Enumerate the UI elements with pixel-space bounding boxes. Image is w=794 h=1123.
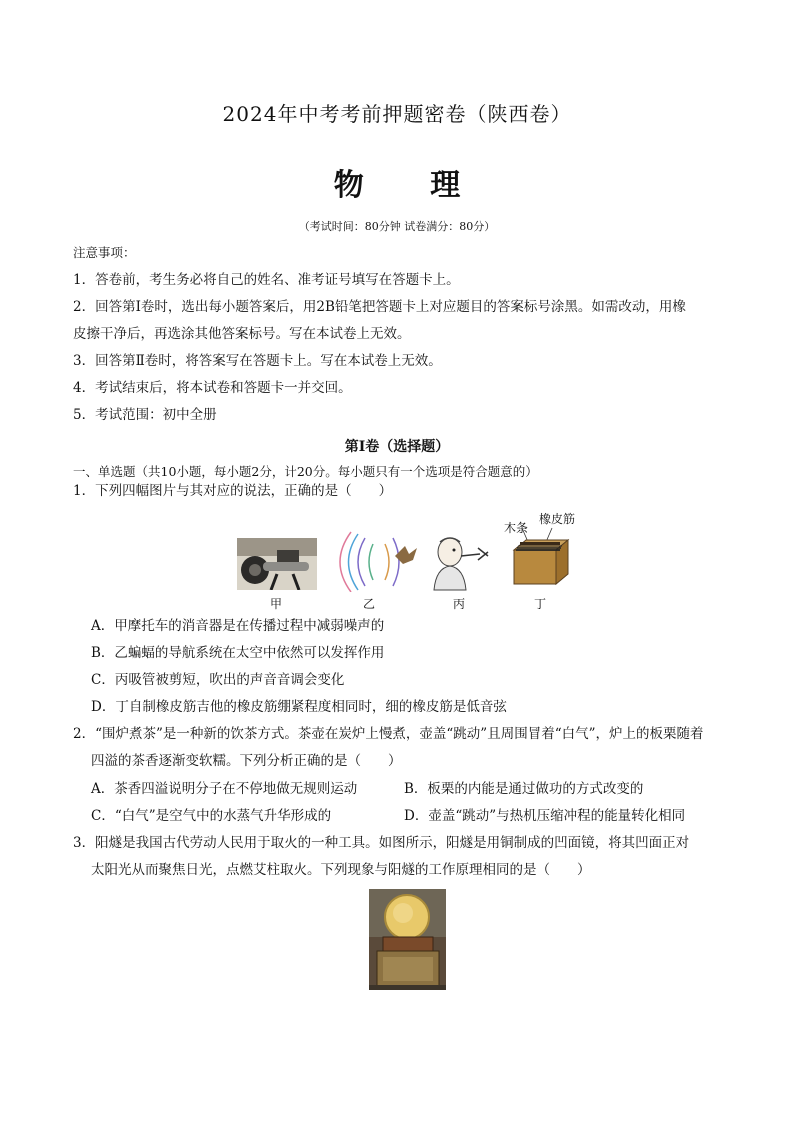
notes-heading: 注意事项： [73, 245, 136, 260]
exam-info: （考试时间：80分钟 试卷满分：80分） [298, 220, 496, 233]
question-2-option-b: B．板栗的内能是通过做功的方式改变的 [404, 781, 644, 797]
person-blowing-straw-image [428, 532, 490, 592]
rubber-band-guitar-image [508, 526, 574, 588]
question-1-stem: 1．下列四幅图片与其对应的说法，正确的是（ ） [73, 483, 393, 499]
section-title: 第Ⅰ卷（选择题） [344, 439, 450, 455]
question-2-option-c: C．“白气”是空气中的水蒸气升华形成的 [91, 808, 332, 824]
figure-label-a: 甲 [270, 597, 283, 611]
note-item: 1．答卷前，考生务必将自己的姓名、准考证号填写在答题卡上。 [73, 272, 460, 288]
section-instruction: 一、单选题（共10小题，每小题2分，计20分。每小题只有一个选项是符合题意的） [73, 464, 538, 479]
question-3-stem-continued: 太阳光从而聚焦日光，点燃艾柱取火。下列现象与阳燧的工作原理相同的是（ ） [91, 862, 591, 878]
note-item: 2．回答第Ⅰ卷时，选出每小题答案后，用2B铅笔把答题卡上对应题目的答案标号涂黑。如需改动，用橡 [73, 299, 686, 315]
question-3-stem: 3．阳燧是我国古代劳动人民用于取火的一种工具。如图所示，阳燧是用铜制成的凹面镜，将其凹面正对 [73, 835, 690, 851]
figure-label-b: 乙 [363, 597, 376, 611]
note-item: 3．回答第Ⅱ卷时，将答案写在答题卡上。写在本试卷上无效。 [73, 353, 442, 369]
question-1-option-c: C．丙吸管被剪短，吹出的声音音调会变化 [91, 672, 345, 688]
note-item: 4．考试结束后，将本试卷和答题卡一并交回。 [73, 380, 352, 396]
wood-strip-label: 木条 [504, 521, 529, 535]
question-2-option-a: A．茶香四溢说明分子在不停地做无规则运动 [91, 781, 358, 797]
question-2-option-d: D．壶盖“跳动”与热机压缩冲程的能量转化相同 [404, 808, 686, 824]
bat-soundwave-image [325, 530, 420, 592]
question-1-option-d: D．丁自制橡皮筋吉他的橡皮筋绷紧程度相同时，细的橡皮筋是低音弦 [91, 699, 507, 715]
figure-label-c: 丙 [453, 597, 466, 611]
question-2-stem: 2．“围炉煮茶”是一种新的饮茶方式。茶壶在炭炉上慢煮，壶盖“跳动”且周围冒着“白气”，炉上的板栗随着 [73, 726, 704, 742]
note-item: 5．考试范围：初中全册 [73, 407, 217, 423]
yangsui-mirror-image [369, 889, 446, 990]
question-1-option-b: B．乙蝙蝠的导航系统在太空中依然可以发挥作用 [91, 645, 385, 661]
motorcycle-image [237, 538, 317, 590]
question-2-stem-continued: 四溢的茶香逐渐变软糯。下列分析正确的是（ ） [91, 753, 402, 769]
exam-title: 2024年中考考前押题密卷（陕西卷） [222, 102, 572, 126]
note-item-continued: 皮擦干净后，再选涂其他答案标号。写在本试卷上无效。 [73, 326, 411, 342]
subject-title: 物 理 [333, 168, 489, 203]
rubber-band-label: 橡皮筋 [539, 512, 576, 526]
figure-label-d: 丁 [534, 597, 547, 611]
question-1-option-a: A．甲摩托车的消音器是在传播过程中减弱噪声的 [91, 618, 385, 634]
